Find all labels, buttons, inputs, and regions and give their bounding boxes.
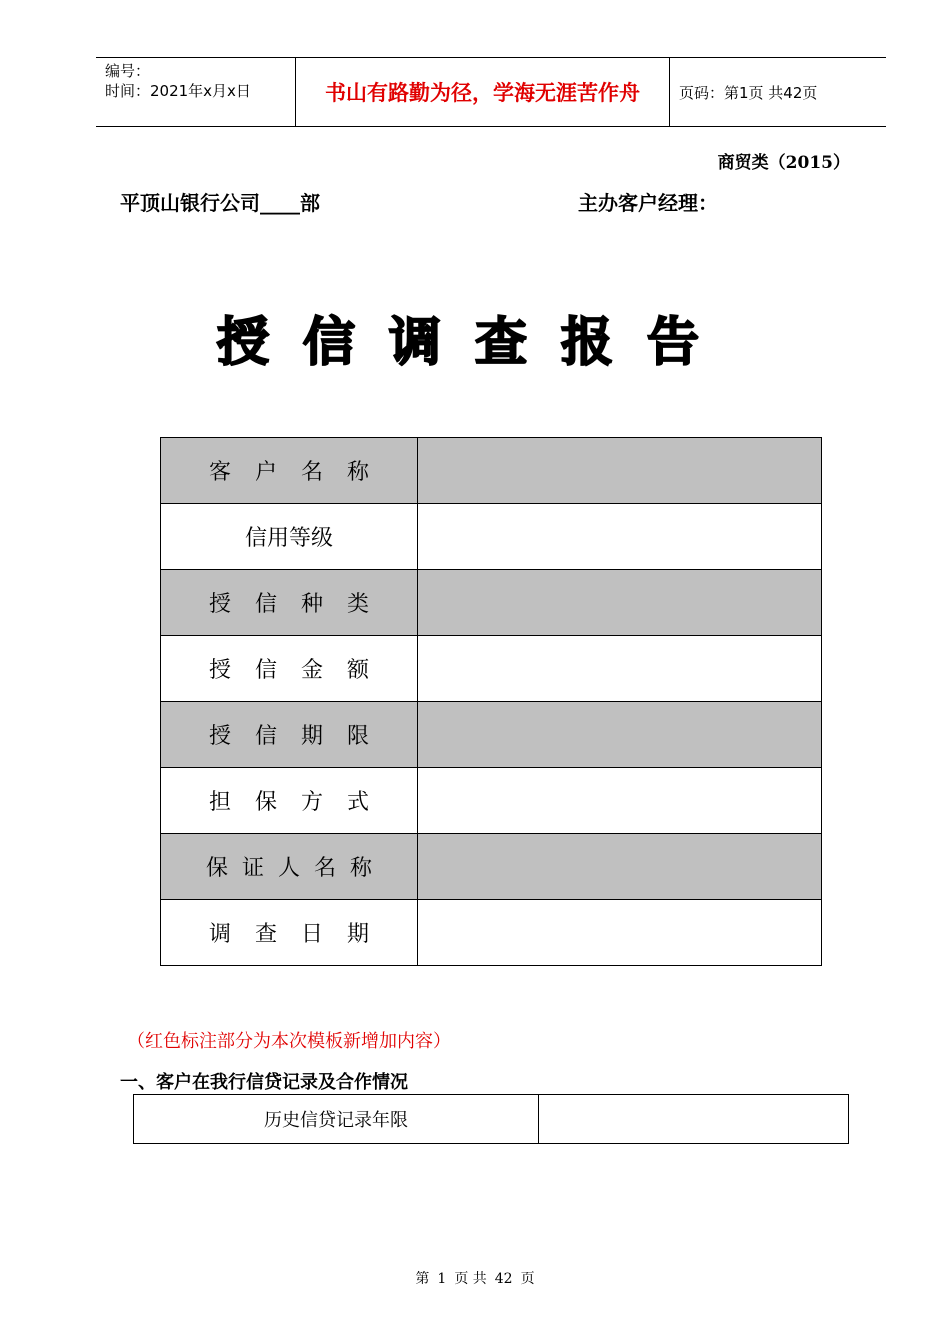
page-footer (0, 1268, 950, 1288)
row-value-survey-date[interactable] (418, 900, 822, 966)
row-label-credit-amount: 授信金额 (161, 636, 418, 702)
header-motto: 书山有路勤为径，学海无涯苦作舟 (296, 58, 670, 126)
template-note: （红色标注部分为本次模板新增加内容） (127, 1031, 451, 1052)
table-row (134, 1095, 849, 1144)
row-label-survey-date: 调查日期 (161, 900, 418, 966)
history-label: 历史信贷记录年限 (134, 1095, 539, 1144)
row-label-guarantor-name: 保证人名称 (161, 834, 418, 900)
number-label: 编号： (105, 62, 151, 80)
table-row (161, 834, 822, 900)
history-value[interactable] (539, 1095, 849, 1144)
row-label-guarantee-method: 担保方式 (161, 768, 418, 834)
footer-page-num: 1 (437, 1271, 447, 1287)
footer-prefix: 第 (415, 1271, 430, 1287)
row-value-credit-type[interactable] (418, 570, 822, 636)
row-value-credit-amount[interactable] (418, 636, 822, 702)
header-page-info: 页码：第1页 共42页 (679, 83, 818, 102)
footer-suffix: 页 (520, 1271, 535, 1287)
table-row (161, 900, 822, 966)
branch-label: 平顶山银行公司____部 (120, 191, 320, 215)
manager-label: 主办客户经理： (578, 191, 718, 215)
row-label-credit-rating: 信用等级 (161, 504, 418, 570)
page-header (96, 57, 886, 127)
section-title: 一、客户在我行信贷记录及合作情况 (120, 1072, 408, 1093)
report-title: 授信调查报告 (216, 313, 733, 373)
row-value-credit-rating[interactable] (418, 504, 822, 570)
row-label-credit-type: 授信种类 (161, 570, 418, 636)
row-value-credit-term[interactable] (418, 702, 822, 768)
header-meta (96, 58, 296, 126)
report-category: 商贸类（2015） (717, 153, 850, 173)
footer-mid: 页 共 (454, 1271, 487, 1287)
table-row (161, 768, 822, 834)
history-table (133, 1094, 849, 1144)
row-value-guarantor-name[interactable] (418, 834, 822, 900)
table-row (161, 570, 822, 636)
info-table (160, 437, 822, 966)
time-label: 时间：2021年x月x日 (105, 82, 251, 100)
table-row (161, 636, 822, 702)
row-label-credit-term: 授信期限 (161, 702, 418, 768)
row-value-guarantee-method[interactable] (418, 768, 822, 834)
row-value-customer-name[interactable] (418, 438, 822, 504)
table-row (161, 504, 822, 570)
table-row (161, 438, 822, 504)
table-row (161, 702, 822, 768)
row-label-customer-name: 客户名称 (161, 438, 418, 504)
footer-page-total: 42 (494, 1271, 513, 1287)
